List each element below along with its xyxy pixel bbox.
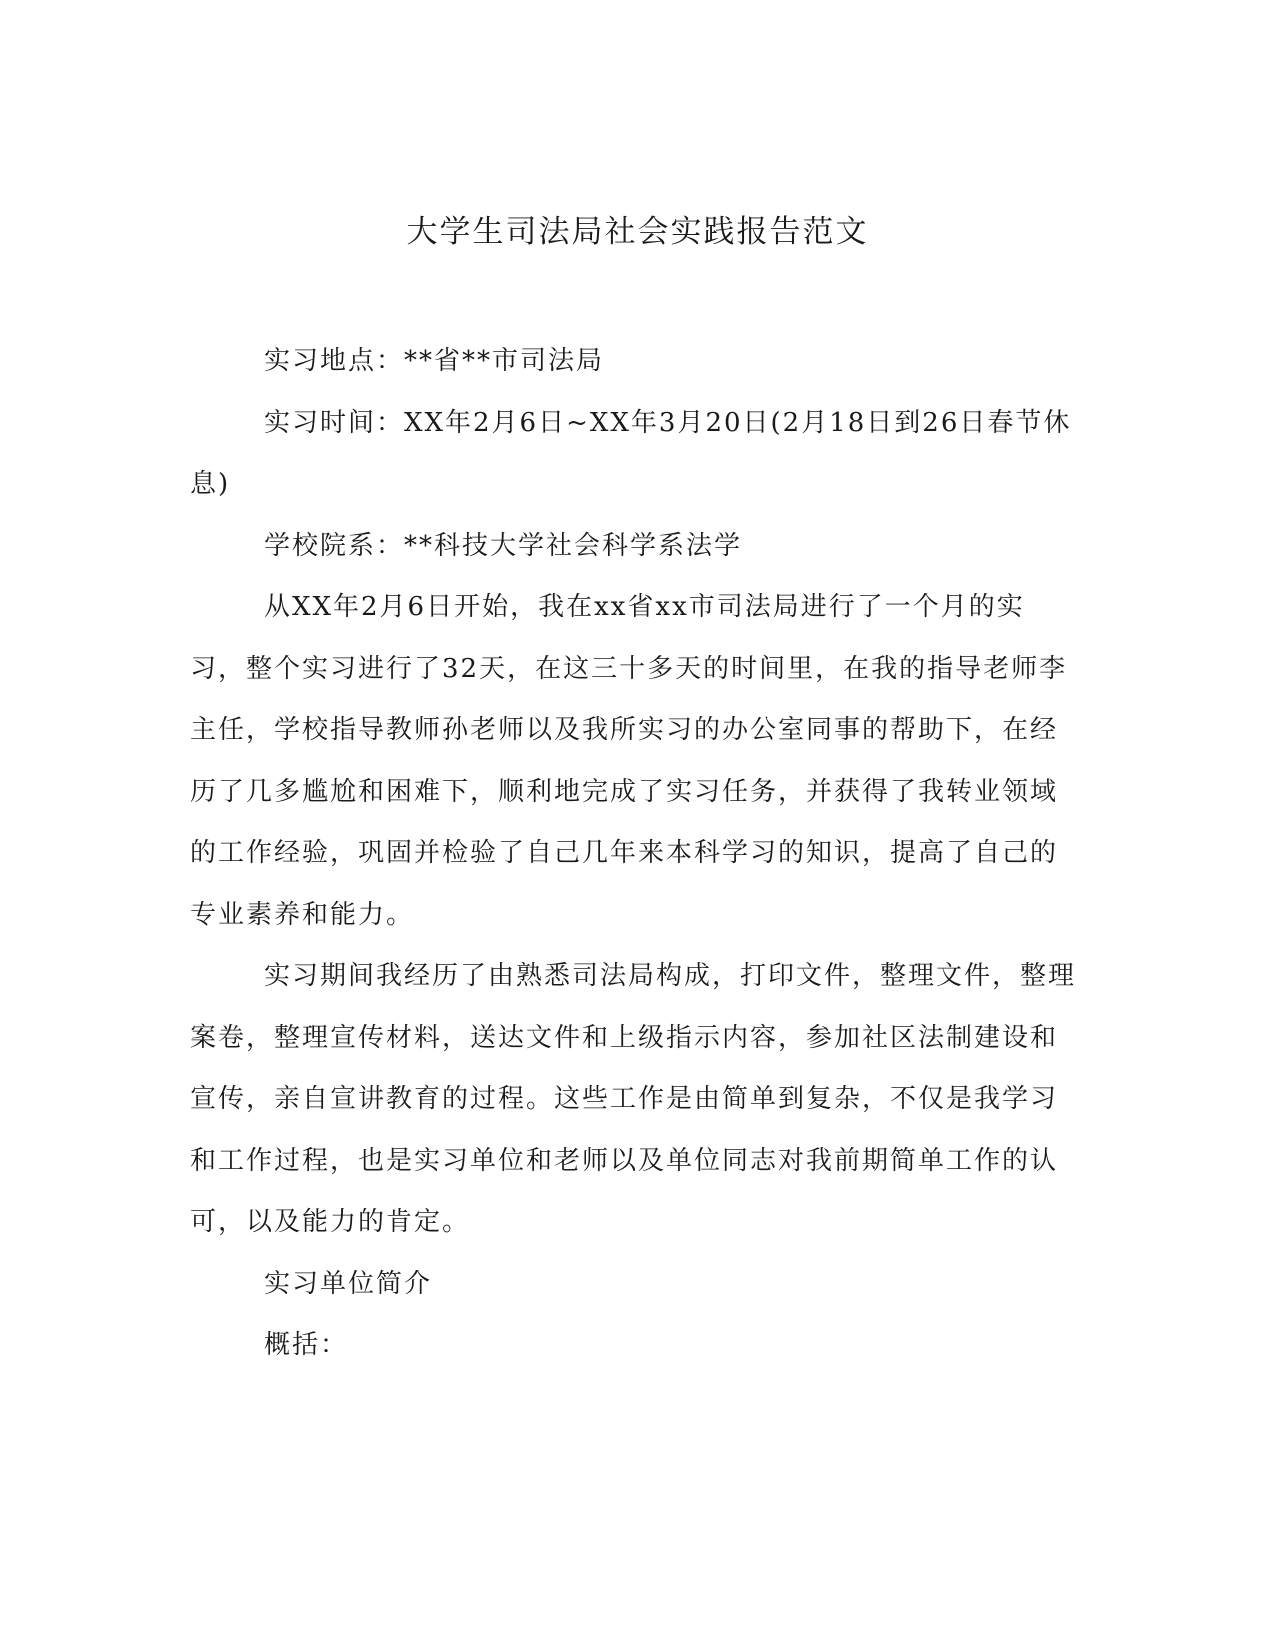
paragraph-unit-intro-heading: 实习单位简介: [264, 1268, 433, 1299]
document-body: [190, 331, 1080, 1377]
paragraph-introduction: 从XX年2月6日开始，我在xx省xx市司法局进行了一个月的实习，整个实习进行了32天，在这三十多天的时间里，在我的指导老师李主任，学校指导教师孙老师以及我所实习的办公室同事的帮助下，在经历了几多尴尬和困难下，顺利地完成了实习任务，并获得了我转业领域的工作经验，巩固并检验了自己几年来本科学习的知识，提高了自己的专业素养和能力。: [190, 592, 1068, 930]
paragraph-internship-duties: 实习期间我经历了由熟悉司法局构成，打印文件，整理文件，整理案卷，整理宣传材料，送达文件和上级指示内容，参加社区法制建设和宣传，亲自宣讲教育的过程。这些工作是由简单到复杂，不仅是我学习和工作过程，也是实习单位和老师以及单位同志对我前期简单工作的认可，以及能力的肯定。: [190, 961, 1077, 1237]
paragraph-school-department: 学校院系：**科技大学社会科学系法学: [264, 530, 743, 561]
document-title: 大学生司法局社会实践报告范文: [406, 214, 869, 250]
paragraph-internship-location: 实习地点：**省**市司法局: [264, 346, 605, 376]
paragraph-summary-heading: 概括：: [264, 1330, 349, 1360]
paragraph-internship-time: 实习时间：XX年2月6日~XX年3月20日(2月18日到26日春节休息): [190, 407, 1072, 499]
